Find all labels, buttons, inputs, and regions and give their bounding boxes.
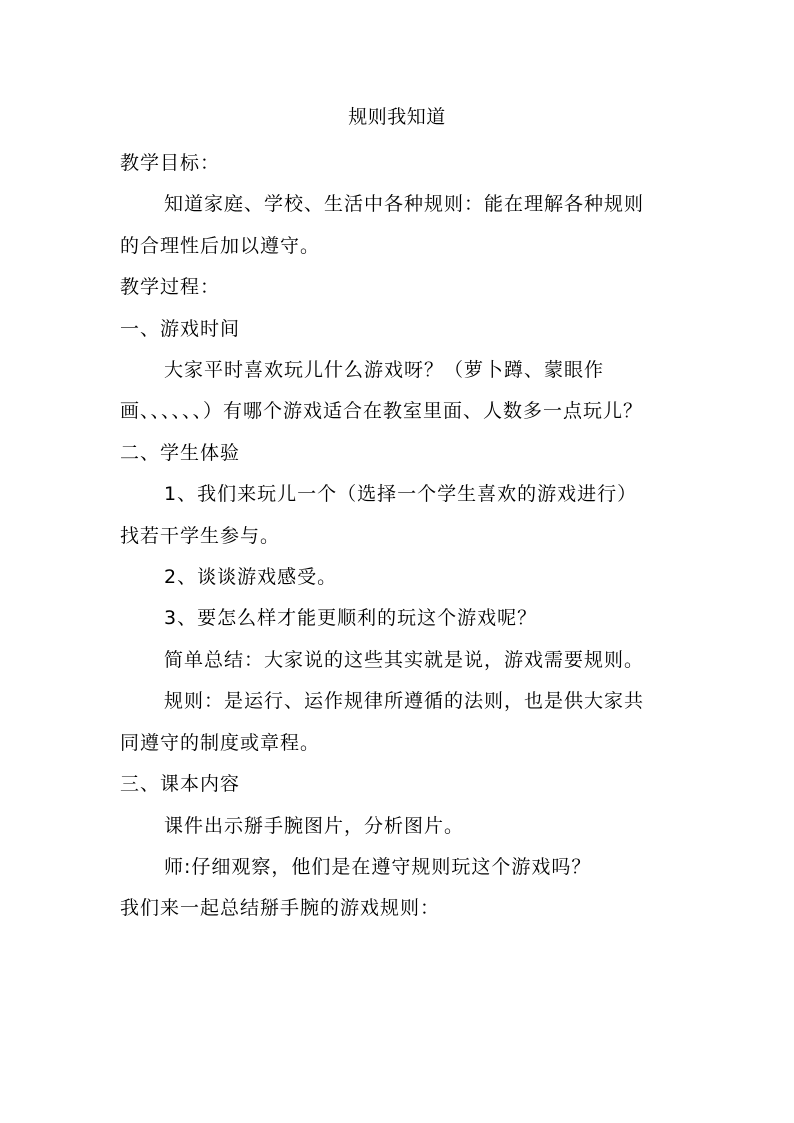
paragraph-arm-wrestling-image: 课件出示掰手腕图片，分析图片。 [164,814,465,837]
section-heading-process: 教学过程： [120,276,221,299]
paragraph-game-question: 大家平时喜欢玩儿什么游戏呀？（萝卜蹲、蒙眼作画、、、、、、）有哪个游戏适合在教室里面、人数多一点玩儿？ [120,359,644,423]
paragraph-objectives: 知道家庭、学校、生活中各种规则：能在理解各种规则的合理性后加以遵守。 [120,193,645,257]
paragraph-rule-definition: 规则：是运行、运作规律所遵循的法则，也是供大家共同遵守的制度或章程。 [120,690,645,754]
document-title: 规则我知道 [348,106,446,128]
section-heading-game-time: 一、游戏时间 [120,317,241,340]
paragraph-rules-summary: 我们来一起总结掰手腕的游戏规则： [120,897,441,920]
section-heading-objectives: 教学目标： [120,152,221,174]
section-heading-textbook: 三、课本内容 [120,773,241,796]
section-heading-student-experience: 二、学生体验 [120,441,241,464]
paragraph-step-1: 1、我们来玩儿一个（选择一个学生喜欢的游戏进行）找若干学生参与。 [120,483,638,547]
paragraph-teacher-question: 师:仔细观察，他们是在遵守规则玩这个游戏吗？ [164,855,592,878]
paragraph-step-3: 3、要怎么样才能更顺利的玩这个游戏呢？ [164,607,538,630]
document-body [120,143,648,930]
paragraph-summary: 简单总结：大家说的这些其实就是说，游戏需要规则。 [164,648,645,671]
paragraph-step-2: 2、谈谈游戏感受。 [164,566,338,589]
